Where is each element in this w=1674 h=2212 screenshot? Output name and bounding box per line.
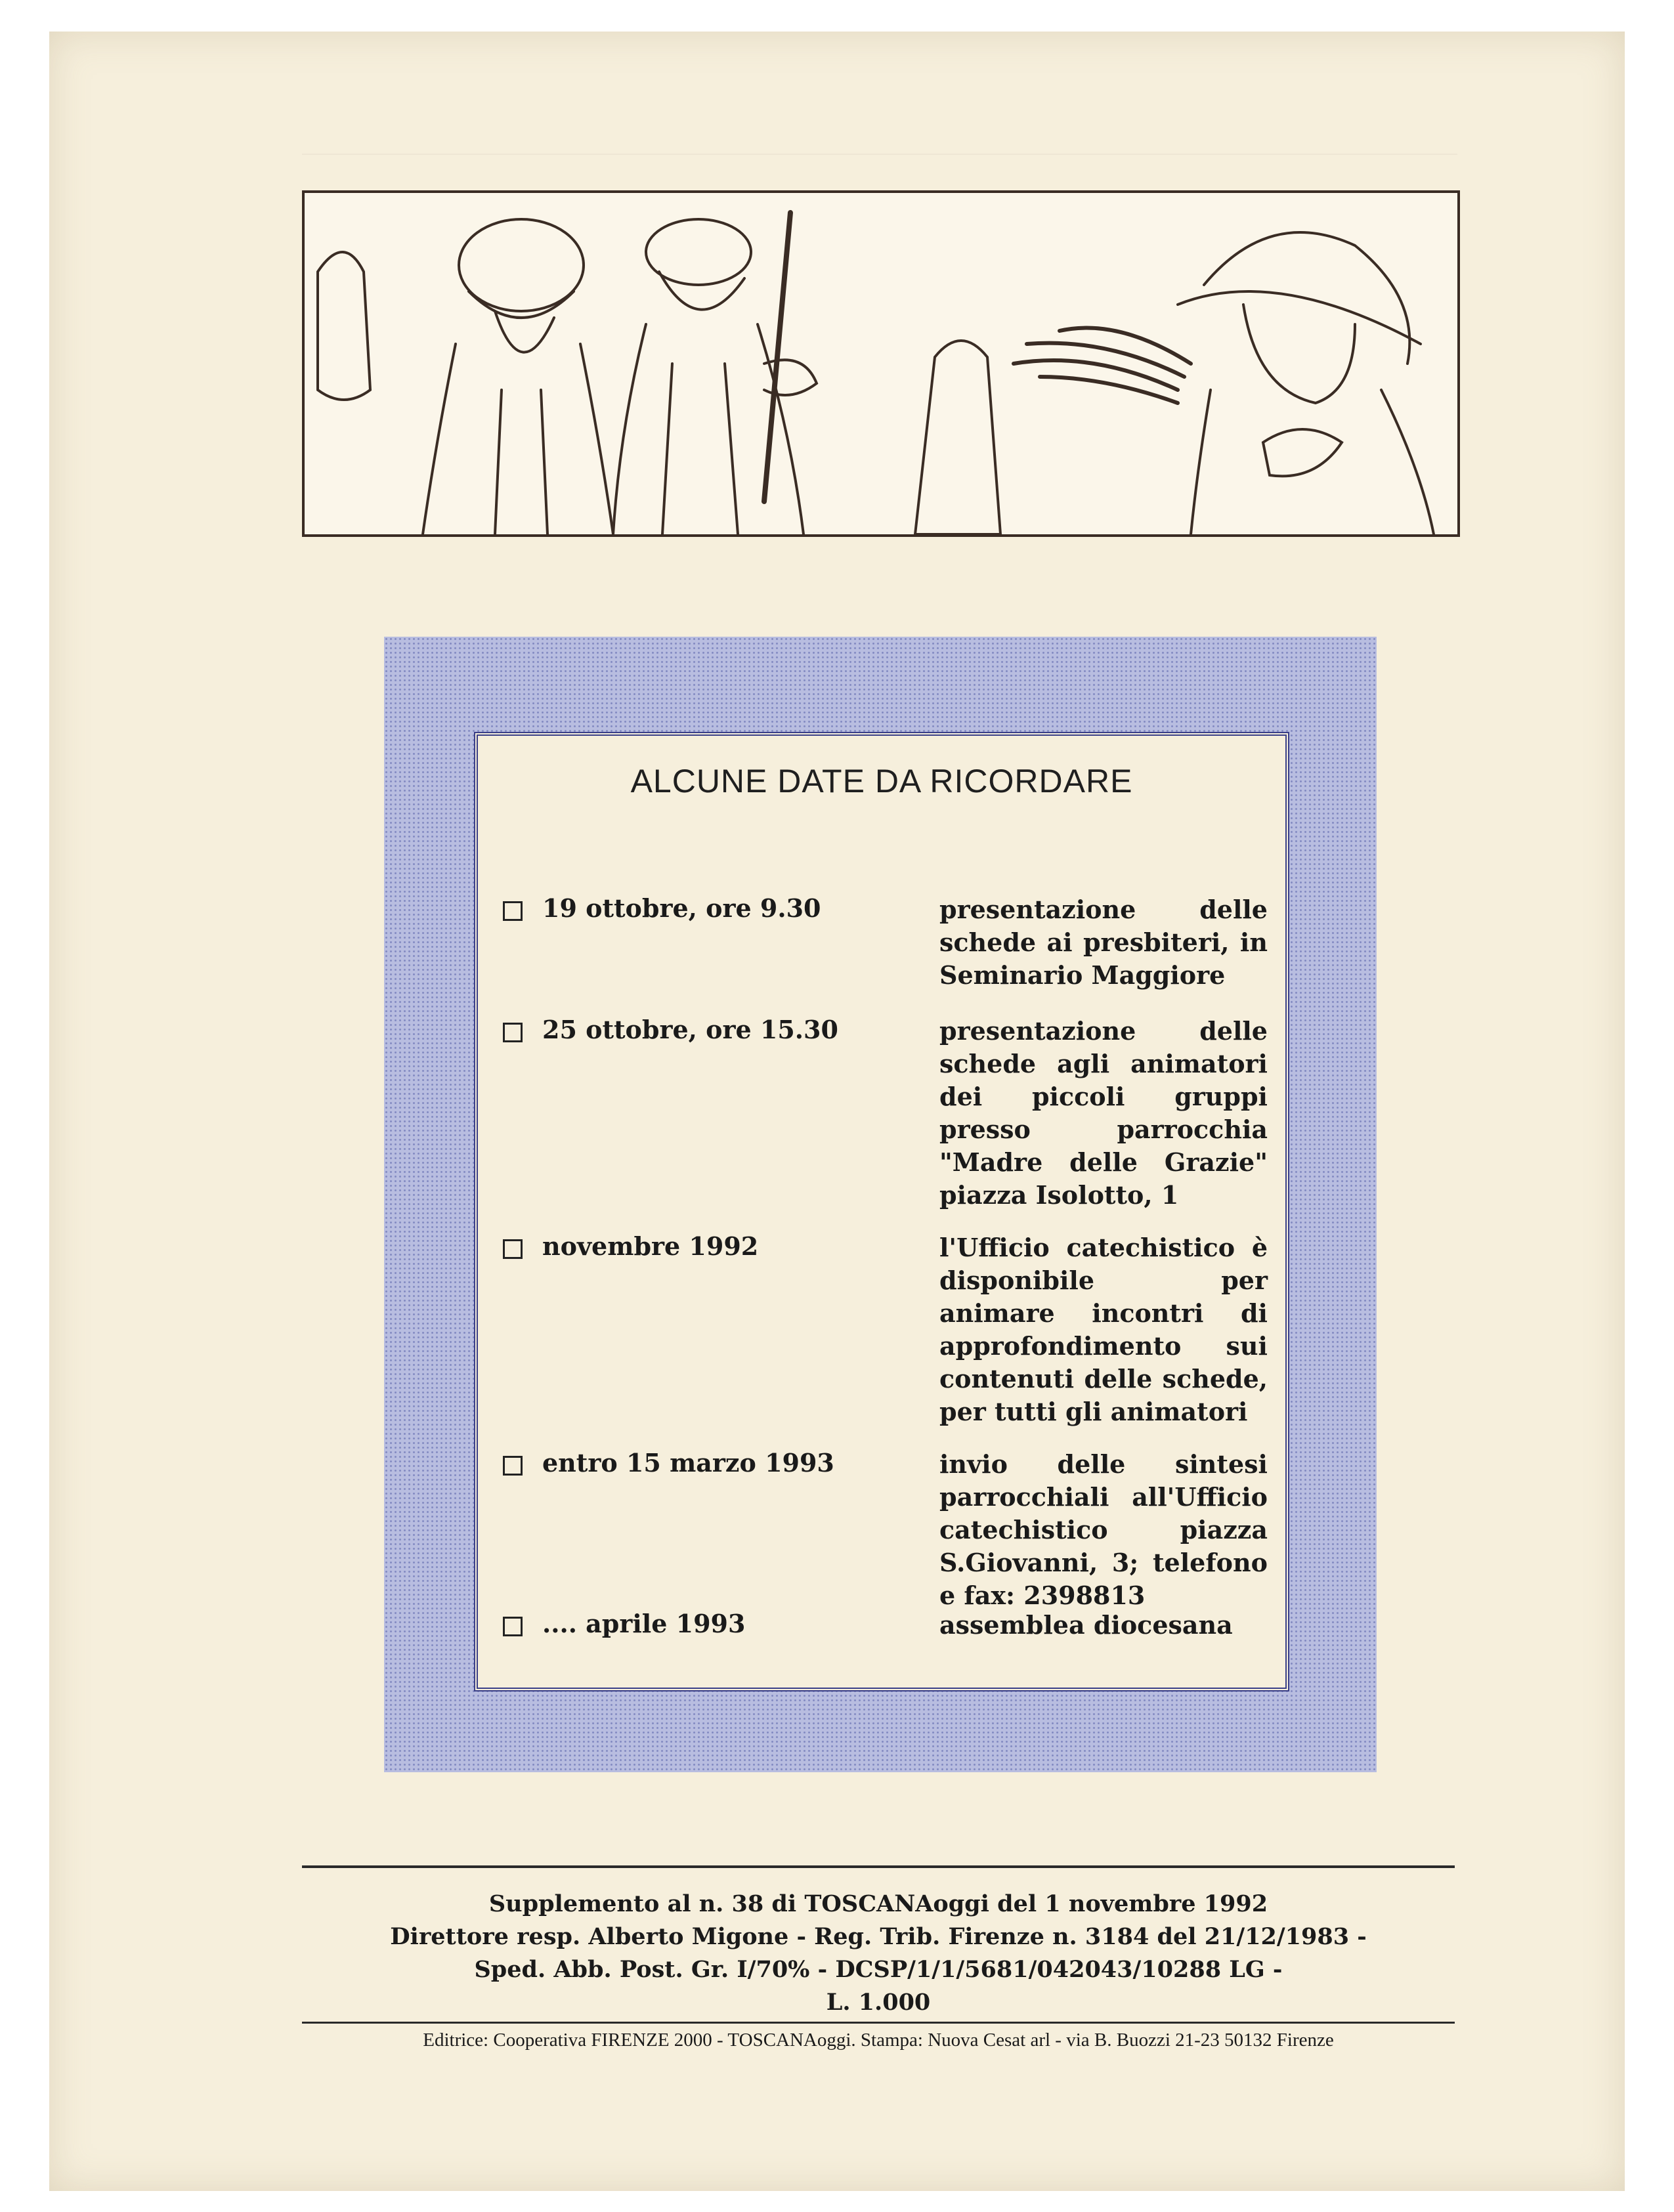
checkbox[interactable] [503, 1239, 523, 1259]
entry-date: 25 ottobre, ore 15.30 [542, 1015, 838, 1044]
checkbox[interactable] [503, 901, 523, 921]
entry-date: 19 ottobre, ore 9.30 [542, 893, 821, 923]
footer-line: Supplemento al n. 38 di TOSCANAoggi del 1 novembre 1992 [488, 1890, 1268, 1917]
footer-line: Direttore resp. Alberto Migone - Reg. Trib. Firenze n. 3184 del 21/12/1983 - [390, 1923, 1367, 1950]
entry-description: invio delle sintesi parrocchiali all'Ufficio catechistico piazza S.Giovanni, 3; telefono e fax: 2398813 [939, 1449, 1268, 1610]
checkbox[interactable] [503, 1023, 523, 1042]
entry-date: .... aprile 1993 [542, 1609, 746, 1638]
entry-description: presentazione delle schede ai presbiteri, in Seminario Maggiore [939, 895, 1268, 990]
dates-box [474, 732, 1289, 1691]
entry-date: novembre 1992 [542, 1231, 759, 1261]
illustration [302, 190, 1460, 537]
checkbox[interactable] [503, 1617, 523, 1636]
entry-description: l'Ufficio catechistico è disponibile per animare incontri di approfondimento sui contenuti delle schede, per tutti gli animatori [939, 1233, 1268, 1426]
show-through-texture [302, 112, 1457, 155]
checkbox[interactable] [503, 1456, 523, 1476]
editrice-line: Editrice: Cooperativa FIRENZE 2000 - TOSCANAoggi. Stampa: Nuova Cesat arl - via B. Buozzi 21-23 50132 Firenze [423, 2030, 1334, 2051]
entry-description: presentazione delle schede agli animatori dei piccoli gruppi presso parrocchia "Madre delle Grazie" piazza Isolotto, 1 [939, 1016, 1268, 1210]
entry-date: entro 15 marzo 1993 [542, 1448, 834, 1478]
footer-rule-bottom [302, 2022, 1455, 2024]
dates-heading: ALCUNE DATE DA RICORDARE [630, 763, 1133, 799]
footer-line: L. 1.000 [826, 1989, 931, 2016]
illustration-drawing [305, 193, 1457, 534]
entry-description: assemblea diocesana [939, 1610, 1233, 1640]
publication-info [302, 1888, 1455, 2019]
footer-line: Sped. Abb. Post. Gr. I/70% - DCSP/1/1/5681/042043/10288 LG - [474, 1956, 1283, 1983]
footer-rule-top [302, 1865, 1455, 1868]
